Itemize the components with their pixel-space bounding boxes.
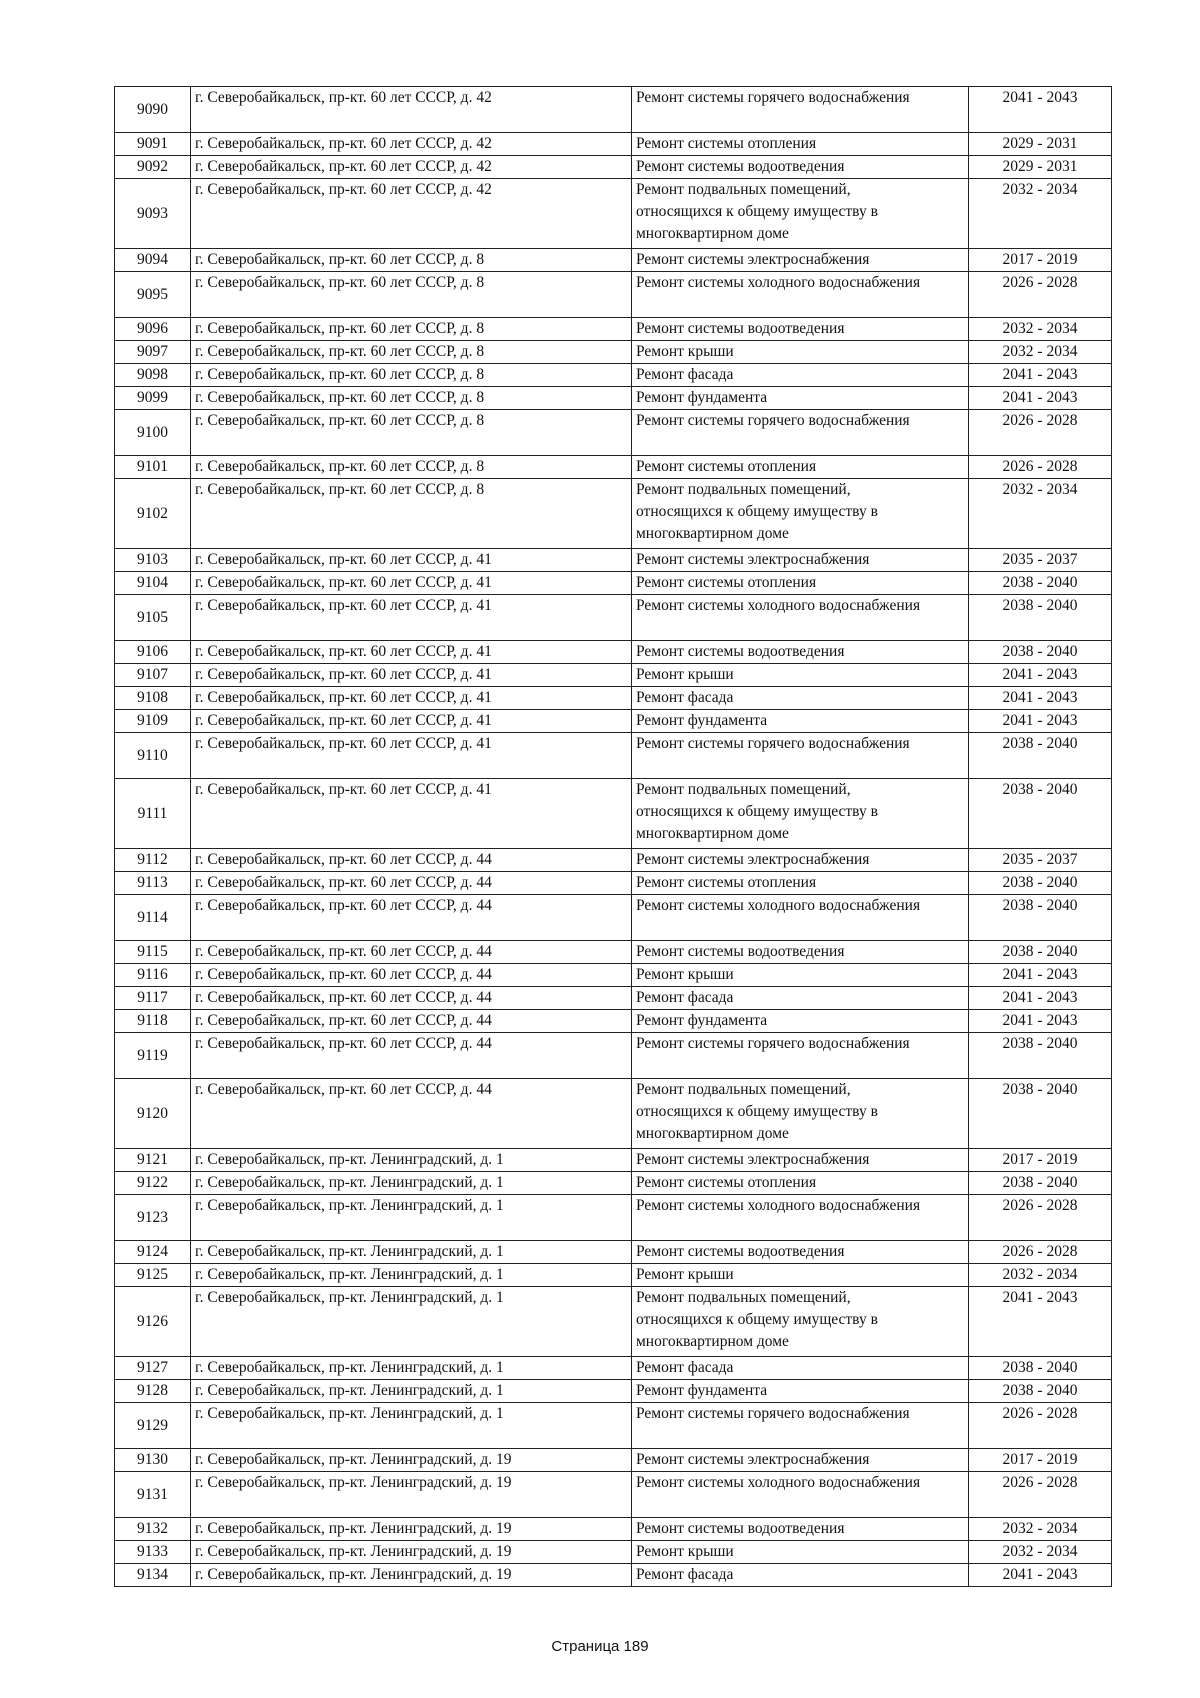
period-cell: 2041 - 2043 (969, 687, 1112, 710)
table-row (115, 1195, 1112, 1241)
work-type-cell: Ремонт системы горячего водоснабжения (632, 1403, 969, 1449)
row-number: 9108 (115, 687, 191, 710)
period-cell: 2032 - 2034 (969, 341, 1112, 364)
period-cell: 2029 - 2031 (969, 133, 1112, 156)
row-number: 9109 (115, 710, 191, 733)
work-type-cell: Ремонт подвальных помещений, относящихся к общему имуществу в многоквартирном доме (632, 479, 969, 549)
work-type-cell: Ремонт крыши (632, 341, 969, 364)
period-cell: 2032 - 2034 (969, 479, 1112, 549)
address-cell: г. Северобайкальск, пр-кт. Ленинградский, д. 1 (191, 1264, 632, 1287)
address-cell: г. Северобайкальск, пр-кт. 60 лет СССР, д. 42 (191, 87, 632, 133)
table-row (115, 987, 1112, 1010)
work-type-cell: Ремонт системы холодного водоснабжения (632, 595, 969, 641)
period-cell: 2041 - 2043 (969, 964, 1112, 987)
work-type-cell: Ремонт крыши (632, 664, 969, 687)
row-number: 9097 (115, 341, 191, 364)
row-number: 9132 (115, 1518, 191, 1541)
period-cell: 2041 - 2043 (969, 1564, 1112, 1587)
work-type-cell: Ремонт подвальных помещений, относящихся к общему имуществу в многоквартирном доме (632, 179, 969, 249)
table-row (115, 664, 1112, 687)
period-cell: 2041 - 2043 (969, 987, 1112, 1010)
period-cell: 2032 - 2034 (969, 1541, 1112, 1564)
table-row (115, 1564, 1112, 1587)
work-type-cell: Ремонт системы электроснабжения (632, 1149, 969, 1172)
row-number: 9102 (115, 479, 191, 549)
row-number: 9119 (115, 1033, 191, 1079)
table-row (115, 1079, 1112, 1149)
address-cell: г. Северобайкальск, пр-кт. 60 лет СССР, д. 8 (191, 318, 632, 341)
address-cell: г. Северобайкальск, пр-кт. 60 лет СССР, д. 44 (191, 895, 632, 941)
address-cell: г. Северобайкальск, пр-кт. 60 лет СССР, д. 41 (191, 687, 632, 710)
row-number: 9125 (115, 1264, 191, 1287)
address-cell: г. Северобайкальск, пр-кт. 60 лет СССР, д. 41 (191, 549, 632, 572)
row-number: 9094 (115, 249, 191, 272)
work-type-cell: Ремонт фундамента (632, 1010, 969, 1033)
period-cell: 2026 - 2028 (969, 456, 1112, 479)
period-cell: 2035 - 2037 (969, 549, 1112, 572)
work-type-cell: Ремонт системы холодного водоснабжения (632, 272, 969, 318)
period-cell: 2026 - 2028 (969, 1472, 1112, 1518)
row-number: 9096 (115, 318, 191, 341)
period-cell: 2017 - 2019 (969, 249, 1112, 272)
period-cell: 2032 - 2034 (969, 179, 1112, 249)
work-type-cell: Ремонт подвальных помещений, относящихся к общему имуществу в многоквартирном доме (632, 1287, 969, 1357)
period-cell: 2017 - 2019 (969, 1149, 1112, 1172)
table-row (115, 87, 1112, 133)
table-row (115, 1357, 1112, 1380)
table-row (115, 364, 1112, 387)
table-body (115, 87, 1112, 1587)
period-cell: 2038 - 2040 (969, 872, 1112, 895)
period-cell: 2038 - 2040 (969, 1172, 1112, 1195)
row-number: 9120 (115, 1079, 191, 1149)
table-row (115, 479, 1112, 549)
table-row (115, 179, 1112, 249)
period-cell: 2038 - 2040 (969, 779, 1112, 849)
address-cell: г. Северобайкальск, пр-кт. 60 лет СССР, д. 41 (191, 641, 632, 664)
period-cell: 2038 - 2040 (969, 1357, 1112, 1380)
address-cell: г. Северобайкальск, пр-кт. 60 лет СССР, д. 42 (191, 133, 632, 156)
address-cell: г. Северобайкальск, пр-кт. Ленинградский, д. 1 (191, 1380, 632, 1403)
address-cell: г. Северобайкальск, пр-кт. 60 лет СССР, д. 44 (191, 1079, 632, 1149)
period-cell: 2041 - 2043 (969, 364, 1112, 387)
address-cell: г. Северобайкальск, пр-кт. 60 лет СССР, д. 8 (191, 341, 632, 364)
repair-schedule-table (114, 86, 1112, 1587)
work-type-cell: Ремонт системы горячего водоснабжения (632, 87, 969, 133)
row-number: 9104 (115, 572, 191, 595)
table-row (115, 549, 1112, 572)
period-cell: 2041 - 2043 (969, 87, 1112, 133)
address-cell: г. Северобайкальск, пр-кт. 60 лет СССР, д. 44 (191, 1033, 632, 1079)
row-number: 9106 (115, 641, 191, 664)
work-type-cell: Ремонт системы отопления (632, 133, 969, 156)
row-number: 9123 (115, 1195, 191, 1241)
table-row (115, 272, 1112, 318)
work-type-cell: Ремонт системы водоотведения (632, 1241, 969, 1264)
row-number: 9090 (115, 87, 191, 133)
period-cell: 2041 - 2043 (969, 710, 1112, 733)
row-number: 9113 (115, 872, 191, 895)
row-number: 9105 (115, 595, 191, 641)
period-cell: 2038 - 2040 (969, 1033, 1112, 1079)
table-row (115, 1541, 1112, 1564)
work-type-cell: Ремонт фасада (632, 364, 969, 387)
table-row (115, 595, 1112, 641)
address-cell: г. Северобайкальск, пр-кт. 60 лет СССР, д. 8 (191, 249, 632, 272)
work-type-cell: Ремонт системы водоотведения (632, 318, 969, 341)
row-number: 9131 (115, 1472, 191, 1518)
work-type-cell: Ремонт системы горячего водоснабжения (632, 410, 969, 456)
work-type-cell: Ремонт системы отопления (632, 1172, 969, 1195)
period-cell: 2038 - 2040 (969, 941, 1112, 964)
address-cell: г. Северобайкальск, пр-кт. Ленинградский, д. 1 (191, 1287, 632, 1357)
row-number: 9133 (115, 1541, 191, 1564)
address-cell: г. Северобайкальск, пр-кт. 60 лет СССР, д. 41 (191, 664, 632, 687)
address-cell: г. Северобайкальск, пр-кт. 60 лет СССР, д. 41 (191, 779, 632, 849)
address-cell: г. Северобайкальск, пр-кт. Ленинградский, д. 19 (191, 1518, 632, 1541)
table-row (115, 410, 1112, 456)
table-row (115, 341, 1112, 364)
work-type-cell: Ремонт подвальных помещений, относящихся к общему имуществу в многоквартирном доме (632, 779, 969, 849)
work-type-cell: Ремонт системы отопления (632, 872, 969, 895)
work-type-cell: Ремонт системы электроснабжения (632, 849, 969, 872)
work-type-cell: Ремонт фасада (632, 687, 969, 710)
table-row (115, 1403, 1112, 1449)
work-type-cell: Ремонт системы водоотведения (632, 1518, 969, 1541)
row-number: 9134 (115, 1564, 191, 1587)
period-cell: 2032 - 2034 (969, 1264, 1112, 1287)
row-number: 9115 (115, 941, 191, 964)
period-cell: 2026 - 2028 (969, 1403, 1112, 1449)
address-cell: г. Северобайкальск, пр-кт. 60 лет СССР, д. 8 (191, 272, 632, 318)
period-cell: 2038 - 2040 (969, 641, 1112, 664)
row-number: 9093 (115, 179, 191, 249)
row-number: 9117 (115, 987, 191, 1010)
work-type-cell: Ремонт системы горячего водоснабжения (632, 1033, 969, 1079)
table-row (115, 1287, 1112, 1357)
address-cell: г. Северобайкальск, пр-кт. Ленинградский, д. 1 (191, 1195, 632, 1241)
table-row (115, 1449, 1112, 1472)
period-cell: 2041 - 2043 (969, 1287, 1112, 1357)
work-type-cell: Ремонт системы электроснабжения (632, 249, 969, 272)
table-row (115, 387, 1112, 410)
address-cell: г. Северобайкальск, пр-кт. 60 лет СССР, д. 44 (191, 849, 632, 872)
address-cell: г. Северобайкальск, пр-кт. Ленинградский, д. 19 (191, 1541, 632, 1564)
table-row (115, 779, 1112, 849)
table-row (115, 1149, 1112, 1172)
row-number: 9130 (115, 1449, 191, 1472)
table-row (115, 895, 1112, 941)
row-number: 9095 (115, 272, 191, 318)
work-type-cell: Ремонт крыши (632, 964, 969, 987)
work-type-cell: Ремонт фундамента (632, 710, 969, 733)
address-cell: г. Северобайкальск, пр-кт. Ленинградский, д. 1 (191, 1357, 632, 1380)
period-cell: 2038 - 2040 (969, 572, 1112, 595)
address-cell: г. Северобайкальск, пр-кт. 60 лет СССР, д. 44 (191, 872, 632, 895)
period-cell: 2026 - 2028 (969, 272, 1112, 318)
table-row (115, 1033, 1112, 1079)
row-number: 9128 (115, 1380, 191, 1403)
address-cell: г. Северобайкальск, пр-кт. Ленинградский, д. 1 (191, 1241, 632, 1264)
work-type-cell: Ремонт системы отопления (632, 456, 969, 479)
table-row (115, 156, 1112, 179)
table-row (115, 710, 1112, 733)
work-type-cell: Ремонт системы электроснабжения (632, 549, 969, 572)
row-number: 9112 (115, 849, 191, 872)
row-number: 9103 (115, 549, 191, 572)
work-type-cell: Ремонт фундамента (632, 387, 969, 410)
address-cell: г. Северобайкальск, пр-кт. 60 лет СССР, д. 8 (191, 387, 632, 410)
table-row (115, 1241, 1112, 1264)
address-cell: г. Северобайкальск, пр-кт. 60 лет СССР, д. 44 (191, 941, 632, 964)
address-cell: г. Северобайкальск, пр-кт. 60 лет СССР, д. 8 (191, 479, 632, 549)
period-cell: 2032 - 2034 (969, 318, 1112, 341)
table-row (115, 941, 1112, 964)
work-type-cell: Ремонт системы холодного водоснабжения (632, 895, 969, 941)
row-number: 9124 (115, 1241, 191, 1264)
table-row (115, 1380, 1112, 1403)
row-number: 9116 (115, 964, 191, 987)
row-number: 9122 (115, 1172, 191, 1195)
row-number: 9114 (115, 895, 191, 941)
period-cell: 2038 - 2040 (969, 895, 1112, 941)
period-cell: 2035 - 2037 (969, 849, 1112, 872)
work-type-cell: Ремонт системы водоотведения (632, 156, 969, 179)
address-cell: г. Северобайкальск, пр-кт. Ленинградский, д. 1 (191, 1172, 632, 1195)
row-number: 9126 (115, 1287, 191, 1357)
row-number: 9098 (115, 364, 191, 387)
period-cell: 2032 - 2034 (969, 1518, 1112, 1541)
address-cell: г. Северобайкальск, пр-кт. 60 лет СССР, д. 41 (191, 733, 632, 779)
address-cell: г. Северобайкальск, пр-кт. 60 лет СССР, д. 8 (191, 410, 632, 456)
row-number: 9107 (115, 664, 191, 687)
period-cell: 2038 - 2040 (969, 733, 1112, 779)
row-number: 9129 (115, 1403, 191, 1449)
work-type-cell: Ремонт системы водоотведения (632, 641, 969, 664)
period-cell: 2041 - 2043 (969, 1010, 1112, 1033)
table-row (115, 964, 1112, 987)
period-cell: 2038 - 2040 (969, 1079, 1112, 1149)
table-row (115, 872, 1112, 895)
row-number: 9111 (115, 779, 191, 849)
address-cell: г. Северобайкальск, пр-кт. 60 лет СССР, д. 41 (191, 595, 632, 641)
work-type-cell: Ремонт подвальных помещений, относящихся к общему имуществу в многоквартирном доме (632, 1079, 969, 1149)
row-number: 9110 (115, 733, 191, 779)
row-number: 9100 (115, 410, 191, 456)
period-cell: 2029 - 2031 (969, 156, 1112, 179)
work-type-cell: Ремонт системы водоотведения (632, 941, 969, 964)
period-cell: 2017 - 2019 (969, 1449, 1112, 1472)
row-number: 9121 (115, 1149, 191, 1172)
period-cell: 2041 - 2043 (969, 664, 1112, 687)
period-cell: 2041 - 2043 (969, 387, 1112, 410)
work-type-cell: Ремонт системы электроснабжения (632, 1449, 969, 1472)
work-type-cell: Ремонт фасада (632, 1564, 969, 1587)
work-type-cell: Ремонт системы холодного водоснабжения (632, 1195, 969, 1241)
address-cell: г. Северобайкальск, пр-кт. 60 лет СССР, д. 8 (191, 364, 632, 387)
row-number: 9091 (115, 133, 191, 156)
period-cell: 2026 - 2028 (969, 410, 1112, 456)
table-row (115, 456, 1112, 479)
table-row (115, 1472, 1112, 1518)
work-type-cell: Ремонт системы горячего водоснабжения (632, 733, 969, 779)
page-footer: Страница 189 (551, 1638, 649, 1655)
row-number: 9099 (115, 387, 191, 410)
period-cell: 2038 - 2040 (969, 595, 1112, 641)
address-cell: г. Северобайкальск, пр-кт. Ленинградский, д. 19 (191, 1472, 632, 1518)
address-cell: г. Северобайкальск, пр-кт. 60 лет СССР, д. 44 (191, 964, 632, 987)
table-row (115, 687, 1112, 710)
work-type-cell: Ремонт системы холодного водоснабжения (632, 1472, 969, 1518)
address-cell: г. Северобайкальск, пр-кт. Ленинградский, д. 1 (191, 1149, 632, 1172)
address-cell: г. Северобайкальск, пр-кт. 60 лет СССР, д. 42 (191, 156, 632, 179)
row-number: 9127 (115, 1357, 191, 1380)
table-row (115, 249, 1112, 272)
address-cell: г. Северобайкальск, пр-кт. 60 лет СССР, д. 41 (191, 572, 632, 595)
period-cell: 2026 - 2028 (969, 1241, 1112, 1264)
table-row (115, 318, 1112, 341)
address-cell: г. Северобайкальск, пр-кт. 60 лет СССР, д. 44 (191, 1010, 632, 1033)
period-cell: 2038 - 2040 (969, 1380, 1112, 1403)
row-number: 9101 (115, 456, 191, 479)
address-cell: г. Северобайкальск, пр-кт. 60 лет СССР, д. 8 (191, 456, 632, 479)
address-cell: г. Северобайкальск, пр-кт. 60 лет СССР, д. 42 (191, 179, 632, 249)
address-cell: г. Северобайкальск, пр-кт. Ленинградский, д. 1 (191, 1403, 632, 1449)
table-row (115, 1518, 1112, 1541)
work-type-cell: Ремонт фасада (632, 1357, 969, 1380)
table-row (115, 572, 1112, 595)
work-type-cell: Ремонт крыши (632, 1541, 969, 1564)
address-cell: г. Северобайкальск, пр-кт. Ленинградский, д. 19 (191, 1449, 632, 1472)
table-row (115, 1010, 1112, 1033)
table-row (115, 133, 1112, 156)
work-type-cell: Ремонт крыши (632, 1264, 969, 1287)
period-cell: 2026 - 2028 (969, 1195, 1112, 1241)
work-type-cell: Ремонт системы отопления (632, 572, 969, 595)
table-row (115, 1264, 1112, 1287)
work-type-cell: Ремонт фасада (632, 987, 969, 1010)
table-row (115, 1172, 1112, 1195)
table-row (115, 641, 1112, 664)
address-cell: г. Северобайкальск, пр-кт. 60 лет СССР, д. 41 (191, 710, 632, 733)
table-row (115, 733, 1112, 779)
row-number: 9118 (115, 1010, 191, 1033)
address-cell: г. Северобайкальск, пр-кт. 60 лет СССР, д. 44 (191, 987, 632, 1010)
work-type-cell: Ремонт фундамента (632, 1380, 969, 1403)
row-number: 9092 (115, 156, 191, 179)
table-row (115, 849, 1112, 872)
address-cell: г. Северобайкальск, пр-кт. Ленинградский, д. 19 (191, 1564, 632, 1587)
